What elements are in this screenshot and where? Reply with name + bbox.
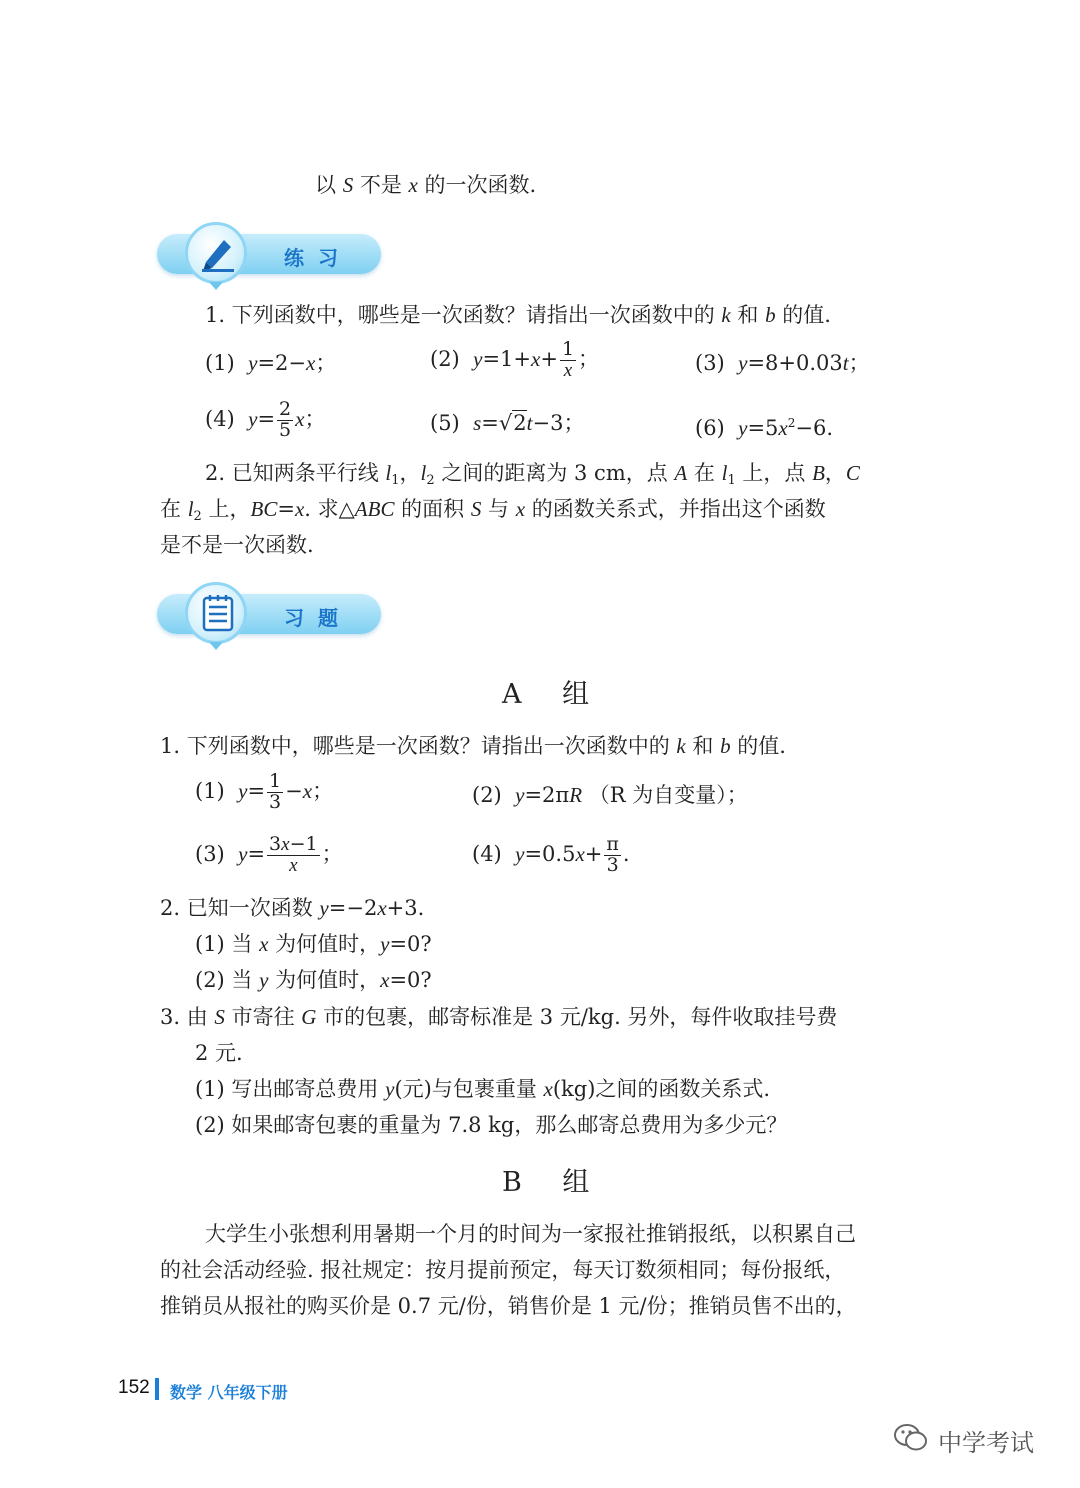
practice-q1-item-5: (5) s=√2t−3；: [430, 411, 585, 435]
exercise-a3-line1: 3. 由 S 市寄往 G 市的包裹，邮寄标准是 3 元/kg. 另外，每件收取挂号费: [160, 1005, 838, 1029]
book-title: 数学 八年级下册: [170, 1383, 288, 1402]
group-b-line-3: 推销员从报社的购买价是 0.7 元/份，销售价是 1 元/份；推销员售不出的，: [160, 1294, 857, 1318]
intro-line: 以 S 不是 x 的一次函数.: [315, 173, 537, 197]
practice-label: 练习: [284, 246, 352, 270]
exercise-a1-item-1: (1) y= $\frac{1}{3}$ −x；: [195, 770, 334, 813]
exercise-a3-line2: 2 元.: [195, 1041, 243, 1065]
wechat-icon: [893, 1422, 929, 1454]
exercise-a3-sub2: (2) 如果邮寄包裹的重量为 7.8 kg，那么邮寄总费用为多少元？: [195, 1113, 788, 1137]
watermark-text: 中学考试: [938, 1429, 1034, 1457]
group-b-line-2: 的社会活动经验. 报社规定：按月提前预定，每天订数须相同；每份报纸，: [160, 1258, 846, 1282]
group-a-title: A 组: [502, 679, 606, 710]
exercise-a3-sub1: (1) 写出邮寄总费用 y(元)与包裹重量 x(kg)之间的函数关系式.: [195, 1077, 771, 1101]
exercise-a1-item-3: (3) y= $\frac{3x-1}{x}$ ；: [195, 833, 343, 876]
notebook-icon: [201, 594, 235, 632]
practice-q1-item-6: (6) $y=5x^2-6$.: [695, 416, 834, 440]
practice-q1-item-3: (3) y=8+0.03t；: [695, 351, 870, 375]
practice-q2-line3: 是不是一次函数.: [160, 533, 314, 557]
pencil-icon: [198, 232, 238, 272]
exercise-a1: 1. 下列函数中，哪些是一次函数？请指出一次函数中的 k 和 b 的值.: [160, 734, 786, 758]
group-b-title: B 组: [502, 1167, 606, 1198]
exercise-a1-item-4: (4) y=0.5x+ $\frac{\pi}{3}$ .: [472, 833, 630, 876]
practice-q1-item-4: (4) y= $\frac{2}{5}$ x；: [205, 398, 326, 441]
page-number: 152: [118, 1377, 150, 1398]
practice-q2-line1: 2. 已知两条平行线 $l_1$，$l_2$ 之间的距离为 3 cm，点 A 在 $l_1$ 上，点 B，C: [205, 461, 860, 488]
practice-q1: 1. 下列函数中，哪些是一次函数？请指出一次函数中的 k 和 b 的值.: [205, 303, 831, 327]
practice-q1-item-1: (1) y=2−x；: [205, 351, 337, 375]
exercise-a2-sub2: (2) 当 y 为何值时，x=0?: [195, 968, 432, 992]
practice-q1-item-2: (2) y=1+x+ $\frac{1}{x}$ ；: [430, 338, 600, 381]
footer-divider: [155, 1378, 159, 1400]
exercise-a1-item-2: (2) y=2πR （R 为自变量）；: [472, 783, 748, 807]
group-b-line-1: 大学生小张想利用暑期一个月的时间为一家报社推销报纸，以积累自己: [205, 1222, 856, 1246]
exercise-a2: 2. 已知一次函数 y=−2x+3.: [160, 896, 425, 920]
exercise-a2-sub1: (1) 当 x 为何值时，y=0?: [195, 932, 432, 956]
exercises-label: 习题: [284, 606, 352, 630]
practice-q2-line2: 在 $l_2$ 上，BC=x. 求△ABC 的面积 S 与 x 的函数关系式，并指出这个函数: [160, 497, 826, 524]
